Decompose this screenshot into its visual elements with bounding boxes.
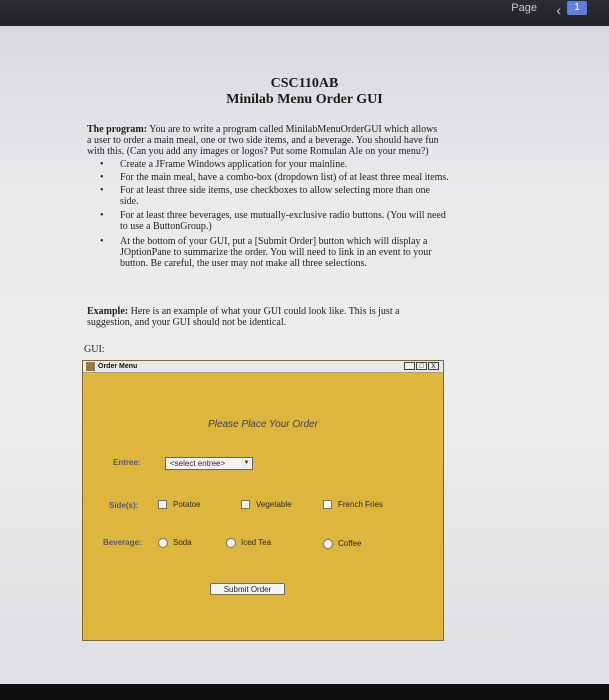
beverage-label: Beverage: <box>103 538 142 547</box>
example-line-1-rest: Here is an example of what your GUI could look like. This is just a <box>128 306 400 317</box>
bullet-line: At the bottom of your GUI, put a [Submit Order] button which will display a <box>120 236 428 247</box>
program-lead: The program: <box>87 124 148 135</box>
program-line: with this. (Can you add any images or logos? Put some Romulan Ale on your menu?) <box>87 146 429 157</box>
bullet-icon: • <box>100 236 104 247</box>
bullet-line: JOptionPane to summarize the order. You will need to link in an event to your <box>120 247 432 258</box>
program-line: a user to order a main meal, one or two side items, and a beverage. You should have fun <box>87 135 439 146</box>
window-title: Order Menu <box>98 363 138 370</box>
bullet-line: button. Be careful, the user may not make all three selections. <box>120 258 367 269</box>
bullet-icon: • <box>100 185 104 196</box>
bullet-icon: • <box>100 159 104 170</box>
bottom-bar <box>0 684 609 700</box>
beverage-option-label: Iced Tea <box>241 538 272 547</box>
bullet-line: Create a JFrame Windows application for your mainline. <box>120 159 348 170</box>
example-line: suggestion, and your GUI should not be identical. <box>87 317 287 328</box>
viewer-toolbar <box>0 0 609 26</box>
radio-icon[interactable] <box>226 538 236 548</box>
radio-icon[interactable] <box>323 539 333 549</box>
bullet-line: to use a ButtonGroup.) <box>120 221 212 232</box>
program-line <box>87 124 532 135</box>
beverage-option-label: Soda <box>173 538 192 547</box>
bullet-line: For at least three beverages, use mutually-exclusive radio buttons. (You will need <box>120 210 446 221</box>
order-menu-window <box>82 360 444 641</box>
side-label: Vegetable <box>256 500 292 509</box>
gui-label: GUI: <box>84 344 105 355</box>
window-controls <box>404 362 439 370</box>
window-titlebar[interactable] <box>83 361 443 373</box>
java-cup-icon <box>86 362 95 371</box>
order-heading: Please Place Your Order <box>208 419 318 430</box>
program-paragraph <box>87 124 532 157</box>
side-label: French Fries <box>338 500 383 509</box>
beverage-option-label: Coffee <box>338 539 362 548</box>
submit-order-button[interactable]: Submit Order <box>210 583 285 595</box>
close-icon[interactable]: X <box>428 362 439 370</box>
side-label: Potatoe <box>173 500 201 509</box>
course-code: CSC110AB <box>270 76 339 91</box>
chevron-down-icon[interactable]: ▼ <box>243 460 250 466</box>
bullet-line: side. <box>120 196 139 207</box>
program-line-1-rest: You are to write a program called MinilabMenuOrderGUI which allows <box>147 124 438 135</box>
checkbox-icon[interactable] <box>158 500 167 509</box>
page-number[interactable]: 1 <box>567 1 587 15</box>
entree-combobox[interactable] <box>165 457 253 470</box>
entree-selected-value: <select entree> <box>170 459 226 468</box>
entree-label: Entree: <box>113 458 141 467</box>
bullet-line: For at least three side items, use checkboxes to allow selecting more than one <box>120 185 430 196</box>
sides-label: Side(s): <box>109 501 139 510</box>
example-line <box>87 306 532 317</box>
checkbox-icon[interactable] <box>323 500 332 509</box>
page-label: Page <box>511 2 537 14</box>
minimize-icon[interactable]: _ <box>404 362 415 370</box>
radio-icon[interactable] <box>158 538 168 548</box>
chevron-left-icon[interactable]: ‹ <box>556 2 561 18</box>
maximize-icon[interactable]: □ <box>416 362 427 370</box>
document-page <box>0 26 609 684</box>
example-lead: Example: <box>87 306 129 317</box>
bullet-line: For the main meal, have a combo-box (dropdown list) of at least three meal items. <box>120 172 449 183</box>
checkbox-icon[interactable] <box>241 500 250 509</box>
example-paragraph <box>87 306 532 328</box>
bullet-icon: • <box>100 210 104 221</box>
bullet-icon: • <box>100 172 104 183</box>
document-title: Minilab Menu Order GUI <box>226 92 383 107</box>
